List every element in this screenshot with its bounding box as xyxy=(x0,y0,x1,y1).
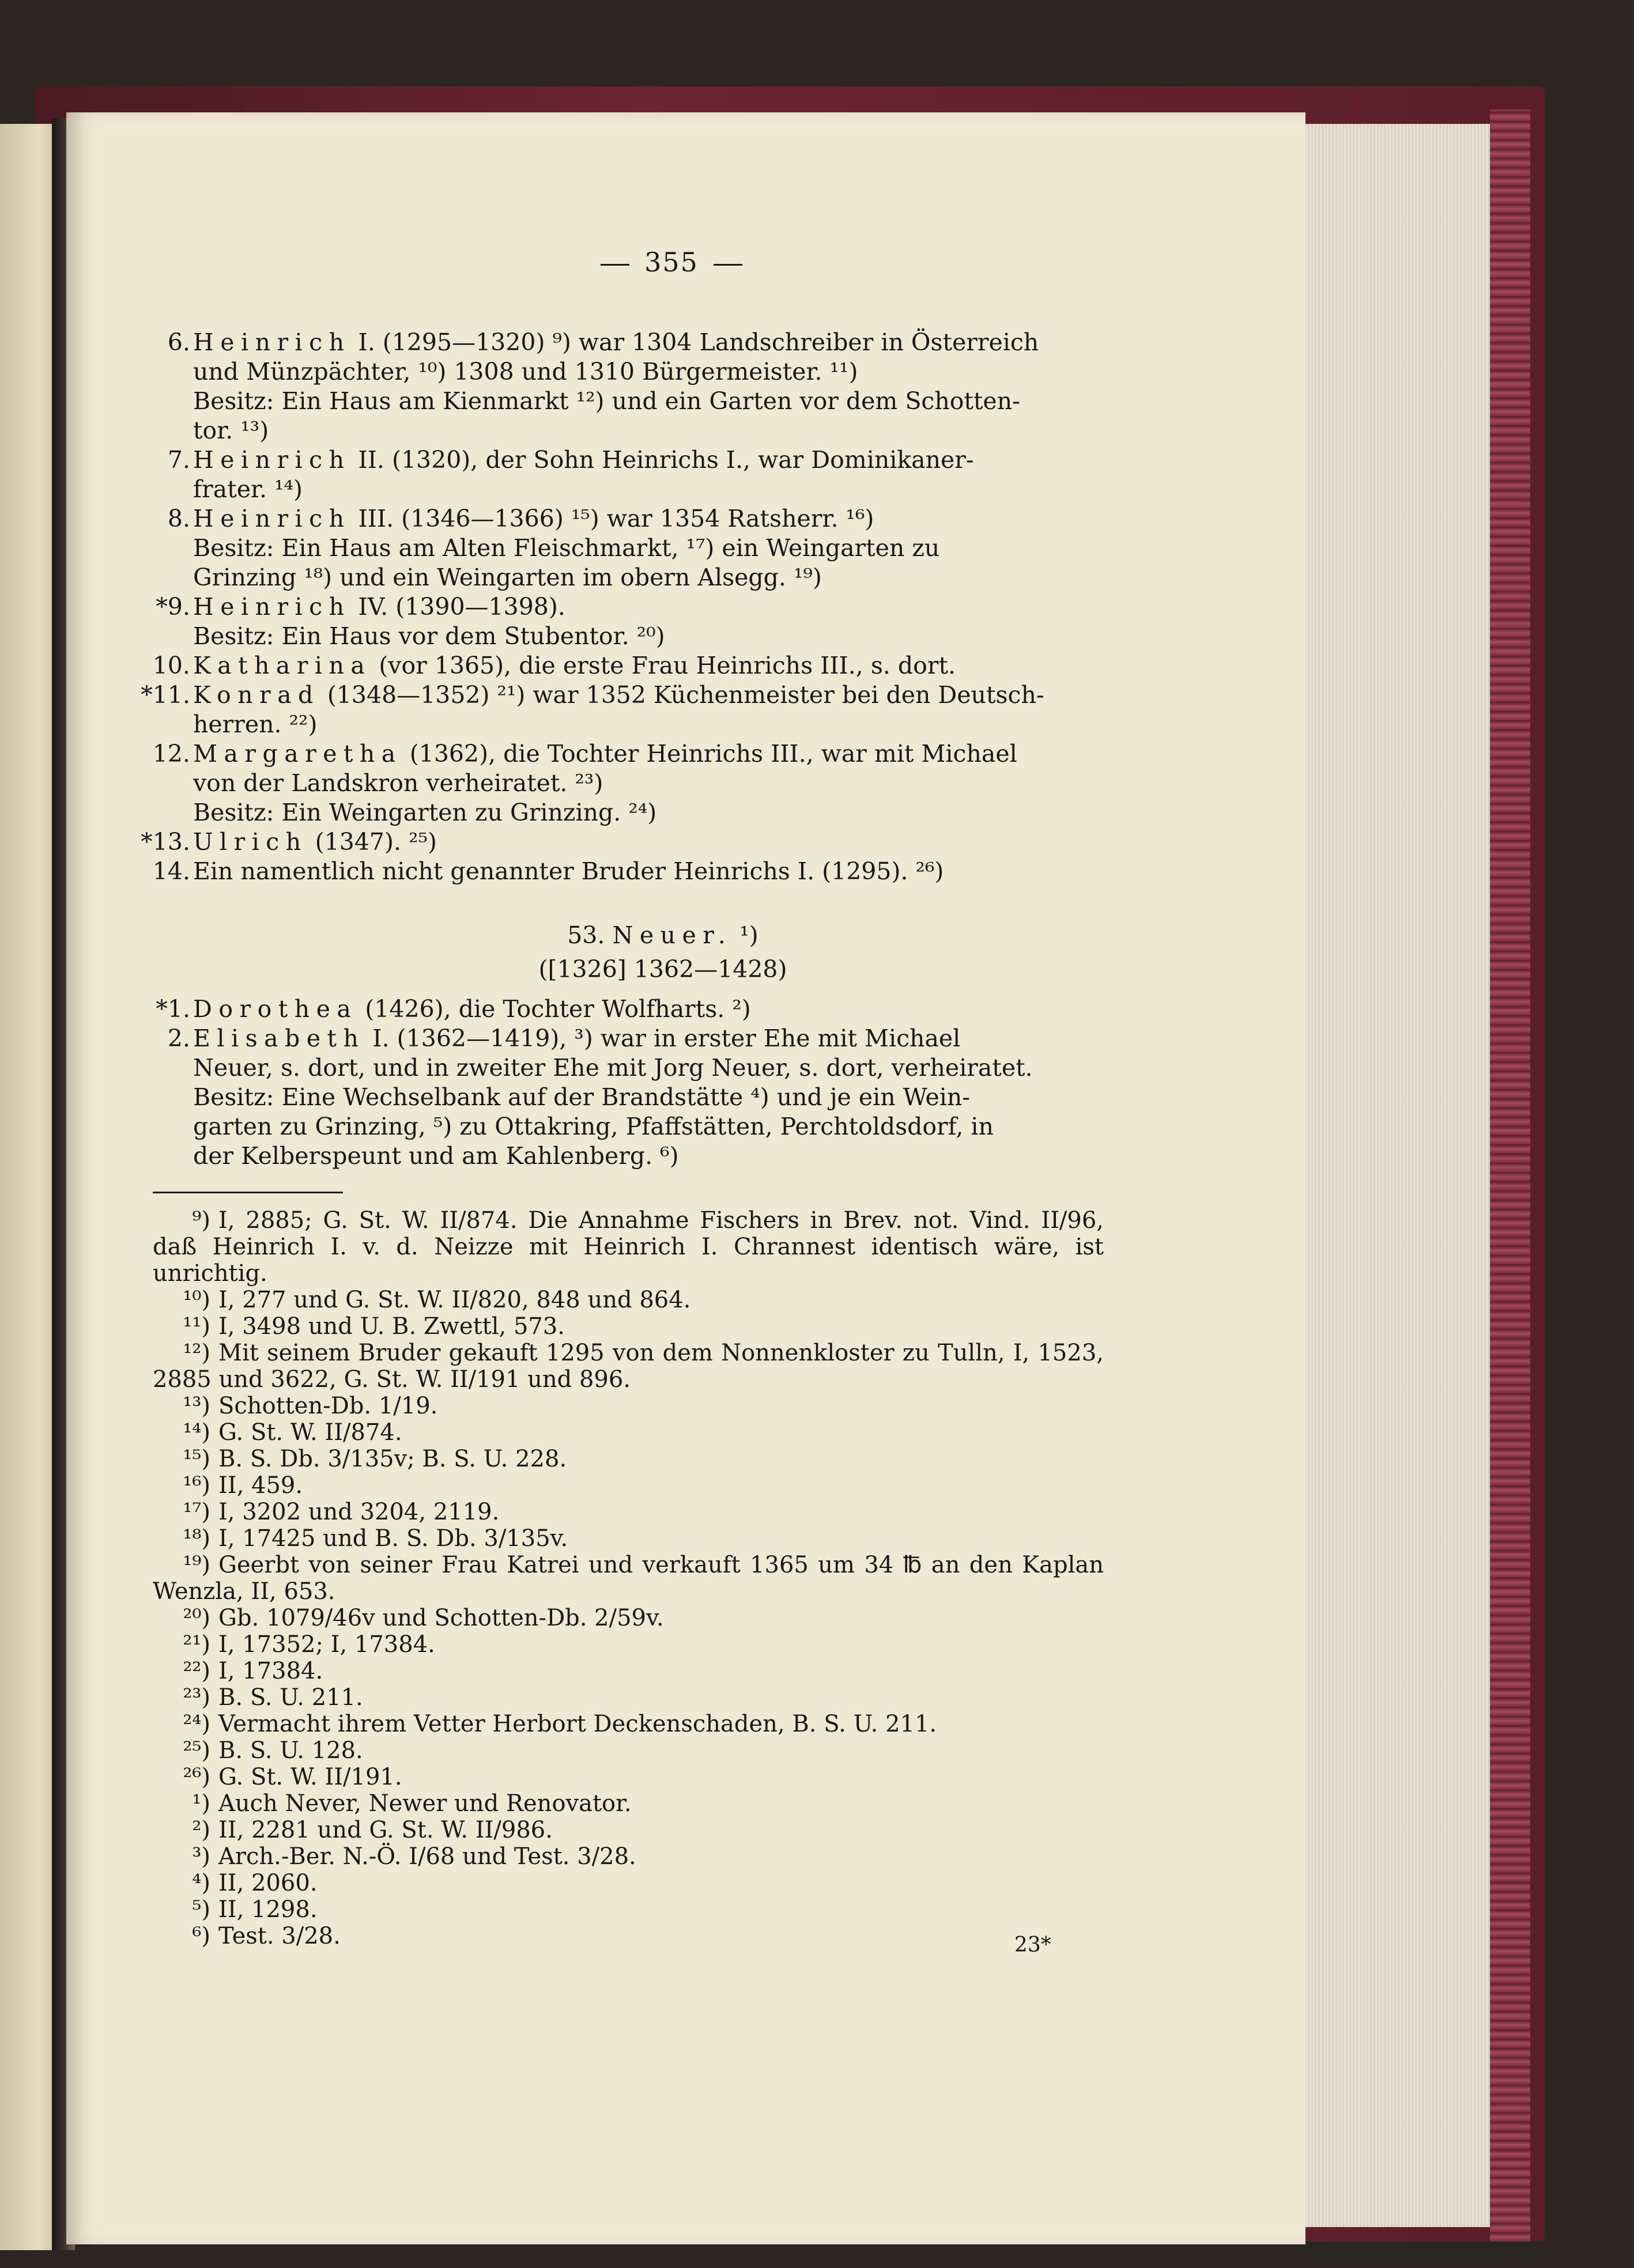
entry-line xyxy=(193,681,1104,710)
entry-text: (1348—1352) ²¹) war 1352 Küchenmeister bei den Deutsch- xyxy=(319,681,1044,709)
entry-name: Katharina xyxy=(193,652,372,679)
entry xyxy=(153,592,1104,651)
entry-line xyxy=(193,857,1104,886)
footnote-mark: ¹⁶) xyxy=(183,1472,210,1499)
entry-number: *1. xyxy=(156,995,190,1023)
entry-text: Besitz: Ein Haus am Alten Fleischmarkt, ¹⁷) ein Weingarten zu xyxy=(193,534,940,562)
footnote-mark: ¹¹) xyxy=(183,1313,210,1340)
section-heading xyxy=(153,921,1104,950)
footnote-text: G. St. W. II/874. xyxy=(218,1419,402,1446)
entry-text: I. (1362—1419), ³) war in erster Ehe mit Michael xyxy=(365,1025,961,1052)
entry-line xyxy=(193,995,1104,1024)
footnote-text: B. S. U. 128. xyxy=(218,1737,363,1764)
footnote-mark: ¹⁵) xyxy=(183,1446,210,1472)
entry-line xyxy=(193,445,1104,475)
footnote-text: I, 2885; G. St. W. II/874. Die Annahme Fischers in Brev. not. Vind. II/96, daß Heinrich I. v. d. Neizze mit Heinrich I. Chrannest identisch wäre, ist unrichtig. xyxy=(153,1207,1104,1287)
footnote xyxy=(153,1472,1104,1499)
entry-line xyxy=(193,622,1104,651)
entry-line xyxy=(193,710,1104,739)
entry-line xyxy=(193,357,1104,387)
entry xyxy=(153,328,1104,445)
entries-heinrich-family xyxy=(141,328,1104,886)
entry-number: 10. xyxy=(152,652,190,679)
footnote-text: II, 2281 und G. St. W. II/986. xyxy=(218,1817,553,1843)
footnote-text: Geerbt von seiner Frau Katrei und verkauft 1365 um 34 ℔ an den Kaplan Wenzla, II, 653. xyxy=(153,1552,1104,1605)
page-content xyxy=(141,247,1104,1949)
section-name: Neuer. xyxy=(612,921,733,949)
entry-text: (1362), die Tochter Heinrichs III., war mit Michael xyxy=(402,740,1017,768)
footnote-text: II, 459. xyxy=(218,1472,303,1499)
entry-name: Heinrich xyxy=(193,328,351,356)
entry-line xyxy=(193,1024,1104,1053)
entry-name: Heinrich xyxy=(193,593,351,621)
page-fore-edge xyxy=(1305,124,1490,2227)
entry-text: Besitz: Ein Haus am Kienmarkt ¹²) und ein Garten vor dem Schotten- xyxy=(193,387,1020,415)
footnote-mark: ⁵) xyxy=(192,1896,210,1923)
section-number: 53. xyxy=(567,921,605,949)
entry-name: Ulrich xyxy=(193,828,308,856)
entry-name: Konrad xyxy=(193,681,320,709)
footnote-text: Mit seinem Bruder gekauft 1295 von dem Nonnenkloster zu Tulln, I, 1523, 2885 und 3622, G. St. W. II/191 und 896. xyxy=(153,1340,1104,1393)
entry-line xyxy=(193,504,1104,534)
entry-text: frater. ¹⁴) xyxy=(193,475,303,503)
entry-line xyxy=(193,1112,1104,1141)
entry-number: *13. xyxy=(141,828,190,856)
entry-text: Neuer, s. dort, und in zweiter Ehe mit Jorg Neuer, s. dort, verheiratet. xyxy=(193,1054,1033,1082)
footnote xyxy=(153,1499,1104,1525)
entry-text: der Kelberspeunt und am Kahlenberg. ⁶) xyxy=(193,1142,679,1170)
entry-text: (1426), die Tochter Wolfharts. ²) xyxy=(357,995,751,1023)
footnote-text: Auch Never, Newer und Renovator. xyxy=(218,1790,632,1817)
footnote-text: G. St. W. II/191. xyxy=(218,1764,402,1790)
entry-line xyxy=(193,328,1104,357)
page-number-text: 355 xyxy=(644,247,699,278)
footnote xyxy=(153,1790,1104,1817)
entry-number: 12. xyxy=(152,740,190,768)
entry-name: Heinrich xyxy=(193,446,351,474)
footnote xyxy=(153,1870,1104,1896)
footnote-mark: ¹⁹) xyxy=(183,1552,210,1578)
entry-line xyxy=(193,387,1104,416)
footnote-text: I, 17425 und B. S. Db. 3/135v. xyxy=(218,1525,568,1552)
footnote-mark: ¹⁰) xyxy=(183,1287,210,1313)
footnote-text: Arch.-Ber. N.-Ö. I/68 und Test. 3/28. xyxy=(218,1843,636,1870)
footnote xyxy=(153,1207,1104,1287)
footnote-mark: ¹⁷) xyxy=(183,1499,210,1525)
entry-name: Margaretha xyxy=(193,740,402,768)
footnote xyxy=(153,1737,1104,1764)
entry-text: Grinzing ¹⁸) und ein Weingarten im obern Alsegg. ¹⁹) xyxy=(193,564,822,591)
footnote-mark: ¹²) xyxy=(183,1340,210,1366)
footnote-mark: ⁶) xyxy=(192,1923,210,1949)
footnote-mark: ²⁰) xyxy=(183,1605,210,1631)
footnote-mark: ²⁶) xyxy=(183,1764,210,1790)
entry xyxy=(141,681,1104,739)
entries-neuer-family xyxy=(153,995,1104,1171)
entry xyxy=(153,995,1104,1024)
entry-line xyxy=(193,1053,1104,1083)
entry-number: 8. xyxy=(167,505,190,532)
footnote-text: I, 3202 und 3204, 2119. xyxy=(218,1499,500,1525)
entry-line xyxy=(193,534,1104,563)
marbled-edge xyxy=(1490,109,1530,2241)
footnote xyxy=(153,1446,1104,1472)
entry xyxy=(153,504,1104,592)
footnote xyxy=(153,1843,1104,1870)
footnote-text: Gb. 1079/46v und Schotten-Db. 2/59v. xyxy=(218,1605,664,1631)
footnote-mark: ²¹) xyxy=(183,1631,210,1658)
footnote-rule xyxy=(153,1192,343,1193)
footnote-text: Test. 3/28. xyxy=(218,1923,341,1949)
footnote xyxy=(153,1658,1104,1684)
entry-text: garten zu Grinzing, ⁵) zu Ottakring, Pfaffstätten, Perchtoldsdorf, in xyxy=(193,1113,994,1140)
entry-line xyxy=(193,769,1104,798)
footnote-text: II, 2060. xyxy=(218,1870,318,1896)
footnote-text: I, 277 und G. St. W. II/820, 848 und 864. xyxy=(218,1287,691,1313)
entry-text: Besitz: Ein Weingarten zu Grinzing. ²⁴) xyxy=(193,799,657,826)
entry-text: IV. (1390—1398). xyxy=(350,593,565,621)
footnote-text: B. S. Db. 3/135v; B. S. U. 228. xyxy=(218,1446,567,1472)
entry-text: Besitz: Ein Haus vor dem Stubentor. ²⁰) xyxy=(193,622,665,650)
footnote xyxy=(153,1393,1104,1419)
footnote xyxy=(153,1605,1104,1631)
entry-name: Elisabeth xyxy=(193,1025,365,1052)
footnote xyxy=(153,1340,1104,1393)
entry-text: von der Landskron verheiratet. ²³) xyxy=(193,769,603,797)
entry-number: 14. xyxy=(152,857,190,885)
footnote xyxy=(153,1684,1104,1711)
footnote-mark: ²⁴) xyxy=(183,1711,210,1737)
entry-text: I. (1295—1320) ⁹) war 1304 Landschreiber in Österreich xyxy=(350,328,1039,356)
footnote xyxy=(153,1896,1104,1923)
entry-line xyxy=(193,651,1104,681)
entry-text: (vor 1365), die erste Frau Heinrichs III., s. dort. xyxy=(371,652,956,679)
signature-mark: 23* xyxy=(1014,1933,1051,1957)
footnote-text: I, 17352; I, 17384. xyxy=(218,1631,435,1658)
footnote xyxy=(153,1631,1104,1658)
footnote-text: B. S. U. 211. xyxy=(218,1684,363,1711)
footnote xyxy=(153,1525,1104,1552)
entry-text: II. (1320), der Sohn Heinrichs I., war Dominikaner- xyxy=(350,446,974,474)
entry-number: 6. xyxy=(167,328,190,356)
footnote-mark: ²⁵) xyxy=(183,1737,210,1764)
entry-number: 7. xyxy=(167,446,190,474)
entry-number: *9. xyxy=(156,593,190,621)
entry-line xyxy=(193,739,1104,769)
footnote-mark: ²²) xyxy=(183,1658,210,1684)
footnote-text: I, 3498 und U. B. Zwettl, 573. xyxy=(218,1313,565,1340)
entry xyxy=(153,739,1104,827)
entry-text: und Münzpächter, ¹⁰) 1308 und 1310 Bürgermeister. ¹¹) xyxy=(193,358,858,385)
footnote xyxy=(153,1817,1104,1843)
footnotes xyxy=(153,1207,1104,1949)
footnote xyxy=(153,1419,1104,1446)
footnote-mark: ¹⁸) xyxy=(183,1525,210,1552)
page-number xyxy=(153,248,1104,277)
footnote-mark: ¹³) xyxy=(183,1393,210,1419)
footnote xyxy=(153,1764,1104,1790)
footnote xyxy=(153,1552,1104,1605)
entry-line xyxy=(193,475,1104,504)
footnote-mark: ⁹) xyxy=(192,1207,210,1234)
entry xyxy=(141,827,1104,857)
footnote-mark: ¹) xyxy=(192,1790,210,1817)
entry-line xyxy=(193,592,1104,622)
section-note-mark: ¹) xyxy=(732,921,758,949)
footnote xyxy=(153,1923,1104,1949)
entry-text: Ein namentlich nicht genannter Bruder Heinrichs I. (1295). ²⁶) xyxy=(193,857,944,885)
entry-name: Heinrich xyxy=(193,505,351,532)
entry-name: Dorothea xyxy=(193,995,358,1023)
entry-line xyxy=(193,416,1104,445)
entry-line xyxy=(193,798,1104,827)
entry-number: *11. xyxy=(141,681,190,709)
section-years: ([1326] 1362—1428) xyxy=(538,955,787,983)
footnote-mark: ²) xyxy=(192,1817,210,1843)
footnote-mark: ⁴) xyxy=(192,1870,210,1896)
entry xyxy=(153,445,1104,504)
entry-text: tor. ¹³) xyxy=(193,417,269,444)
entry-line xyxy=(193,563,1104,592)
entry xyxy=(153,651,1104,681)
footnote-mark: ²³) xyxy=(183,1684,210,1711)
footnote-mark: ¹⁴) xyxy=(183,1419,210,1446)
footnote xyxy=(153,1711,1104,1737)
entry-text: (1347). ²⁵) xyxy=(307,828,437,856)
entry-text: III. (1346—1366) ¹⁵) war 1354 Ratsherr. ¹⁶) xyxy=(350,505,874,532)
footnote-mark: ³) xyxy=(192,1843,210,1870)
entry-line xyxy=(193,1141,1104,1171)
entry-text: herren. ²²) xyxy=(193,710,318,738)
entry xyxy=(153,1024,1104,1171)
entry-line xyxy=(193,1083,1104,1112)
entry-line xyxy=(193,827,1104,857)
entry-text: Besitz: Eine Wechselbank auf der Brandstätte ⁴) und je ein Wein- xyxy=(193,1083,971,1111)
footnote-text: Schotten-Db. 1/19. xyxy=(218,1393,438,1419)
footnote-text: II, 1298. xyxy=(218,1896,318,1923)
footnote-text: I, 17384. xyxy=(218,1658,323,1684)
entry xyxy=(153,857,1104,886)
entry-number: 2. xyxy=(167,1025,190,1052)
footnote xyxy=(153,1313,1104,1340)
footnote-text: Vermacht ihrem Vetter Herbort Deckenschaden, B. S. U. 211. xyxy=(218,1711,937,1737)
footnote xyxy=(153,1287,1104,1313)
